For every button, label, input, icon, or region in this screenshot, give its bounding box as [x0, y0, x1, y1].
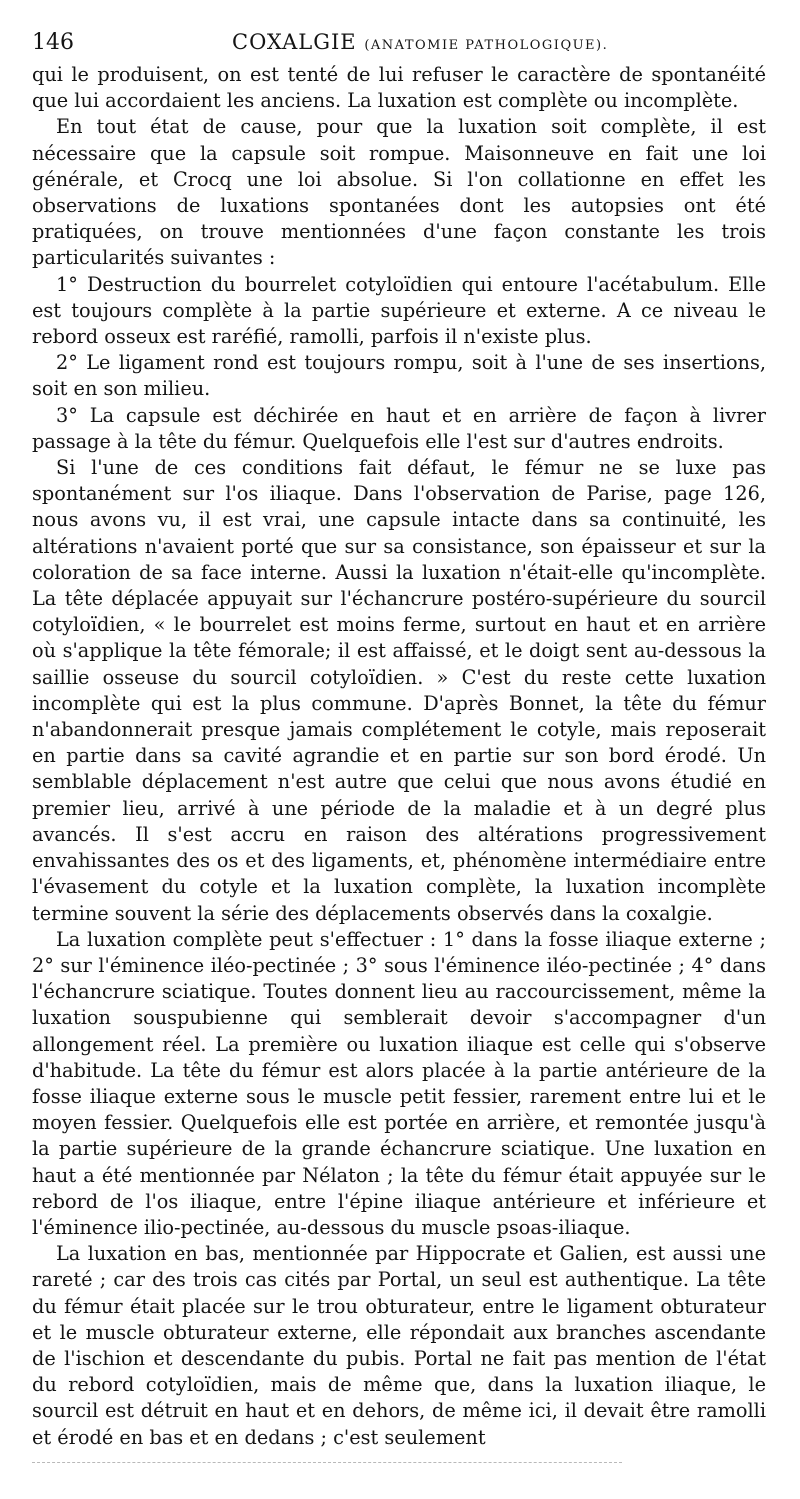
paragraph: 1° Destruction du bourrelet cotyloïdien qui entoure l'acétabulum. Elle est toujours complète à la partie supérieure et externe. A ce niveau le rebord osseux est raréfié, ramolli, parfois il n'existe plus. — [32, 272, 766, 349]
page-header — [32, 26, 760, 60]
page-number: 146 — [32, 30, 74, 55]
page-body — [32, 62, 766, 1451]
running-head — [232, 30, 608, 54]
paragraph: En tout état de cause, pour que la luxation soit complète, il est nécessaire que la capsule soit rompue. Maisonneuve en fait une loi générale, et Crocq une loi absolue. Si l'on collationne en effet les observations de luxations spontanées dont les autopsies ont été pratiquées, on trouve mentionnées d'une façon constante les trois particularités suivantes : — [32, 115, 766, 270]
paragraph: 3° La capsule est déchirée en haut et en arrière de façon à livrer passage à la tête du fémur. Quelquefois elle l'est sur d'autres endroits. — [32, 403, 766, 453]
running-title: COXALGIE — [232, 30, 357, 54]
paragraph: La luxation complète peut s'effectuer : 1° dans la fosse iliaque externe ; 2° sur l'éminence iléo-pectinée ; 3° sous l'éminence iléo-pectinée ; 4° dans l'échancrure sciatique. Toutes donnent lieu au raccourcissement, même la luxation souspubienne qui semblerait devoir s'accompagner d'un allongement réel. La première ou luxation iliaque est celle qui s'observe d'habitude. La tête du fémur est alors placée à la partie antérieure de la fosse iliaque externe sous le muscle petit fessier, rarement entre lui et le moyen fessier. Quelquefois elle est portée en arrière, et remontée jusqu'à la partie supérieure de la grande échancrure sciatique. Une luxation en haut a été mentionnée par Nélaton ; la tête du fémur était appuyée sur le rebord de l'os iliaque, entre l'épine iliaque antérieure et inférieure et l'éminence ilio-pectinée, au-dessous du muscle psoas-iliaque. — [32, 927, 766, 1239]
paragraph: 2° Le ligament rond est toujours rompu, soit à l'une de ses insertions, soit en son milieu. — [32, 351, 766, 401]
footer-rule — [32, 1462, 622, 1463]
running-subtitle: (ANATOMIE PATHOLOGIQUE). — [364, 38, 609, 53]
paragraph: Si l'une de ces conditions fait défaut, le fémur ne se luxe pas spontanément sur l'os iliaque. Dans l'observation de Parise, page 126, nous avons vu, il est vrai, une capsule intacte dans sa continuité, les altérations n'avaient porté que sur sa consistance, son épaisseur et sur la coloration de sa face interne. Aussi la luxation n'était-elle qu'incomplète. La tête déplacée appuyait sur l'échancrure postéro-supérieure du sourcil cotyloïdien, « le bourrelet est moins ferme, surtout en haut et en arrière où s'applique la tête fémorale; il est affaissé, et le doigt sent au-dessous la saillie osseuse du sourcil cotyloïdien. » C'est du reste cette luxation incomplète qui est la plus commune. D'après Bonnet, la tête du fémur n'abandonnerait presque jamais complétement le cotyle, mais reposerait en partie dans sa cavité agrandie et en partie sur son bord érodé. Un semblable déplacement n'est autre que celui que nous avons étudié en premier lieu, arrivé à une période de la maladie et à un degré plus avancés. Il s'est accru en raison des altérations progressivement envahissantes des os et des ligaments, et, phénomène intermédiaire entre l'évasement du cotyle et la luxation complète, la luxation incomplète termine souvent la série des déplacements observés dans la coxalgie. — [32, 456, 766, 925]
paragraph: La luxation en bas, mentionnée par Hippocrate et Galien, est aussi une rareté ; car des trois cas cités par Portal, un seul est authentique. La tête du fémur était placée sur le trou obturateur, entre le ligament obturateur et le muscle obturateur externe, elle répondait aux branches ascendante de l'ischion et descendante du pubis. Portal ne fait pas mention de l'état du rebord cotyloïdien, mais de même que, dans la luxation iliaque, le sourcil est détruit en haut et en dehors, de même ici, il devait être ramolli et érodé en bas et en dedans ; c'est seulement — [32, 1242, 766, 1449]
paragraph: qui le produisent, on est tenté de lui refuser le caractère de spontanéité que lui accordaient les anciens. La luxation est complète ou incomplète. — [32, 63, 766, 113]
